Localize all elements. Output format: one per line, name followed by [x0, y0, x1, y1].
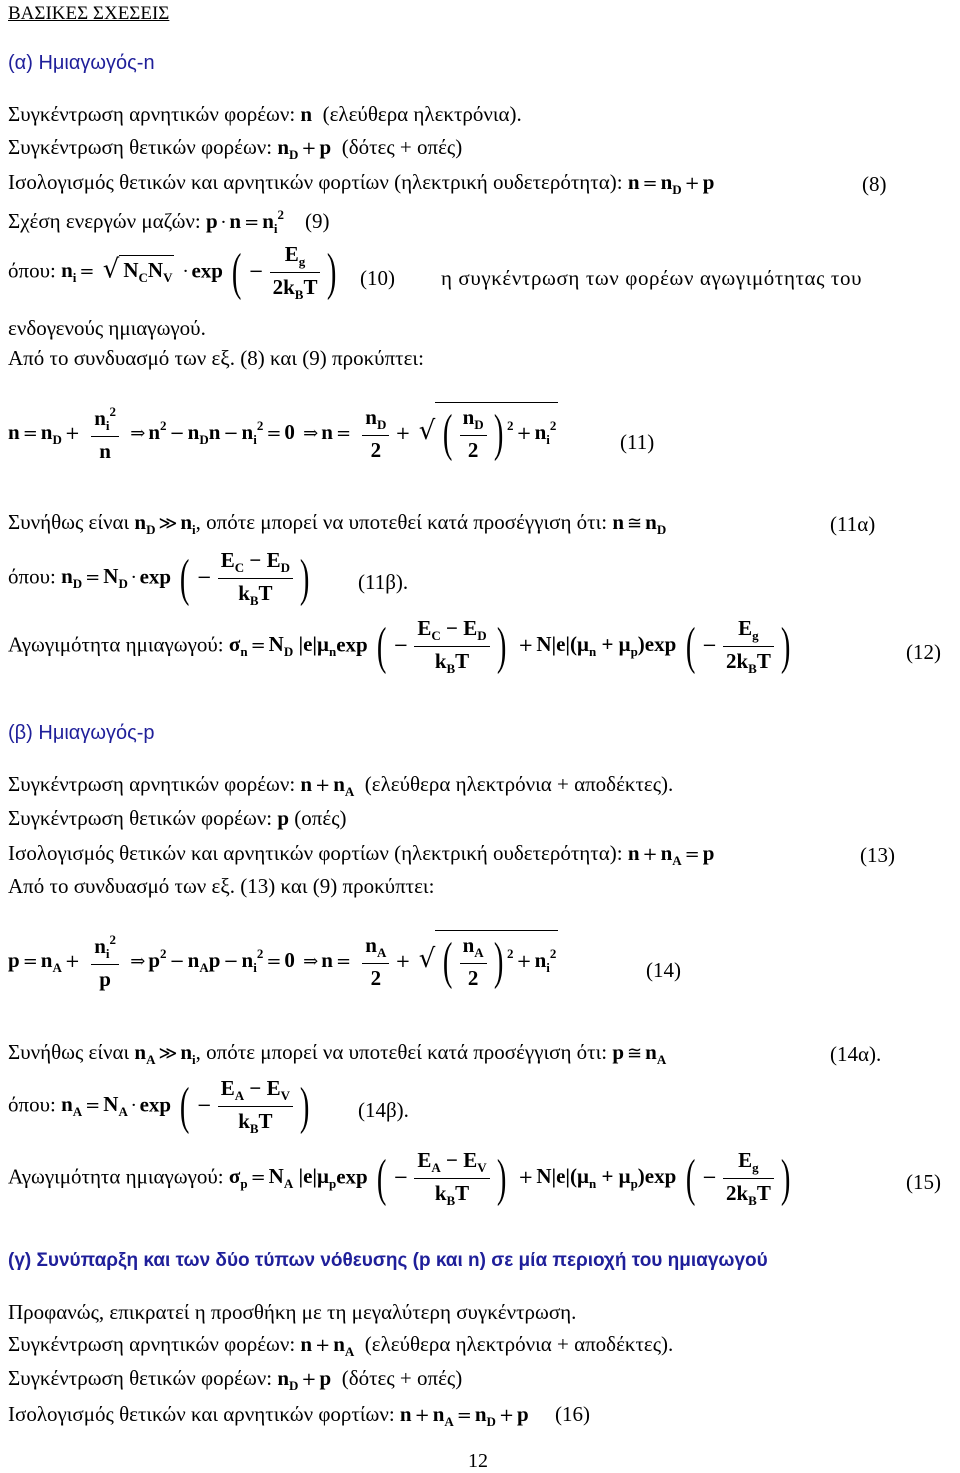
eq-14a-tag: (14α). — [830, 1042, 882, 1066]
c-line-2: Συγκέντρωση αρνητικών φορέων: $n + n_A$ (ελεύθερα ηλεκτρόνια + αποδέκτες). — [8, 1332, 674, 1359]
eq-13-tag: (13) — [860, 843, 895, 867]
eq-14b: όπου: $n_A = N_A \cdot \exp$ ( − $\frac{E_A - E_V}{k_BT}$ ) — [8, 1076, 310, 1136]
eq-14-tag: (14) — [646, 958, 681, 982]
eq-12: Αγωγιμότητα ημιαγωγού: $\sigma_n = N_D$ $|e|\mu_n\exp$ ( − $\frac{E_C - E_D}{k_BT}$ ) + $N|e|(\mu_n + \mu_p)\exp$ ( − $\frac{E_g}{2k_BT}$ ) — [8, 616, 791, 676]
c-line-1: Προφανώς, επικρατεί η προσθήκη με τη μεγαλύτερη συγκέντρωση. — [8, 1300, 577, 1324]
page-header: ΒΑΣΙΚΕΣ ΣΧΕΣΕΙΣ — [8, 3, 170, 24]
section-b-heading: (β) Ημιαγωγός-p — [8, 722, 155, 744]
eq-15-tag: (15) — [906, 1170, 941, 1194]
eq-10: όπου: $n_i$ = √ $N_CN_V \cdot \exp$ ( − $\frac{E_g}{2k_BT}$ ) — [8, 242, 337, 302]
eq-11a-tag: (11α) — [830, 512, 876, 536]
section-c-heading: (γ) Συνύπαρξη και των δύο τύπων νόθευσης (p και n) σε μία περιοχή του ημιαγωγού — [8, 1250, 768, 1271]
eq-14b-tag: (14β). — [358, 1098, 409, 1122]
c-line-3: Συγκέντρωση θετικών φορέων: $n_D + p$ (δότες + οπές) — [8, 1366, 463, 1393]
a-line-2: Συγκέντρωση θετικών φορέων: $n_D + p$ (δότες + οπές) — [8, 135, 463, 162]
eq-8-tag: (8) — [862, 172, 887, 196]
page-number: 12 — [468, 1450, 488, 1472]
a-line-7: Από το συνδυασμό των εξ. (8) και (9) προκύπτει: — [8, 346, 424, 370]
eq-15: Αγωγιμότητα ημιαγωγού: $\sigma_p = N_A$ $|e|\mu_p\exp$ ( − $\frac{E_A - E_V}{k_BT}$ ) + $N|e|(\mu_n + \mu_p)\exp$ ( − $\frac{E_g}{2k_BT}$ ) — [8, 1148, 791, 1208]
eq-14: $p = n_A$ + $\frac{n_i^2}{p}$ ⇒ $p^2 - n_Ap - n_i^2 = 0$ ⇒ n = $\frac{n_A}{2}$ + √ ( $\frac{n_A}{2}$ ) $^2 + n_i^2$ — [8, 932, 557, 991]
a-line-4: Σχέση ενεργών μαζών: $p \cdot n = n_i^2$ (9) — [8, 207, 330, 236]
a-line-3: Ισολογισμός θετικών και αρνητικών φορτίων (ηλεκτρική ουδετερότητα): $n = n_D + p$ — [8, 170, 715, 197]
eq-11: $n = n_D$ + $\frac{n_i^2}{n}$ ⇒ $n^2 - n_Dn - n_i^2 = 0$ ⇒ n = $\frac{n_D}{2}$ + √ ( $\frac{n_D}{2}$ ) $^2 + n_i^2$ — [8, 404, 557, 463]
b-line-1: Συγκέντρωση αρνητικών φορέων: $n + n_A$ (ελεύθερα ηλεκτρόνια + αποδέκτες). — [8, 772, 674, 799]
b-line-5: Συνήθως είναι $n_A$ ≫ $n_i$, οπότε μπορεί να υποτεθεί κατά προσέγγιση ότι: p ≅ $n_A$ — [8, 1040, 667, 1067]
a-line-5-tail: η συγκέντρωση των φορέων αγωγιμότητας του — [441, 266, 863, 290]
eq-11b-tag: (11β). — [358, 570, 409, 594]
b-line-3: Ισολογισμός θετικών και αρνητικών φορτίων (ηλεκτρική ουδετερότητα): $n + n_A = p$ — [8, 841, 715, 868]
b-line-2: Συγκέντρωση θετικών φορέων: p (οπές) — [8, 806, 347, 830]
c-line-4: Ισολογισμός θετικών και αρνητικών φορτίων: $n + n_A = n_D + p$ (16) — [8, 1402, 590, 1429]
a-line-1: Συγκέντρωση αρνητικών φορέων: n (ελεύθερα ηλεκτρόνια). — [8, 102, 522, 126]
eq-11-tag: (11) — [620, 430, 655, 454]
eq-12-tag: (12) — [906, 640, 941, 664]
eq-11b: όπου: $n_D = N_D \cdot \exp$ ( − $\frac{E_C - E_D}{k_BT}$ ) — [8, 548, 310, 608]
a-line-6: ενδογενούς ημιαγωγού. — [8, 316, 206, 340]
section-a-heading: (α) Ημιαγωγός-n — [8, 52, 155, 74]
eq-10-tag: (10) — [360, 266, 395, 290]
b-line-4: Από το συνδυασμό των εξ. (13) και (9) προκύπτει: — [8, 874, 435, 898]
a-line-8: Συνήθως είναι $n_D$ ≫ $n_i$, οπότε μπορεί να υποτεθεί κατά προσέγγιση ότι: n ≅ $n_D$ — [8, 510, 667, 537]
